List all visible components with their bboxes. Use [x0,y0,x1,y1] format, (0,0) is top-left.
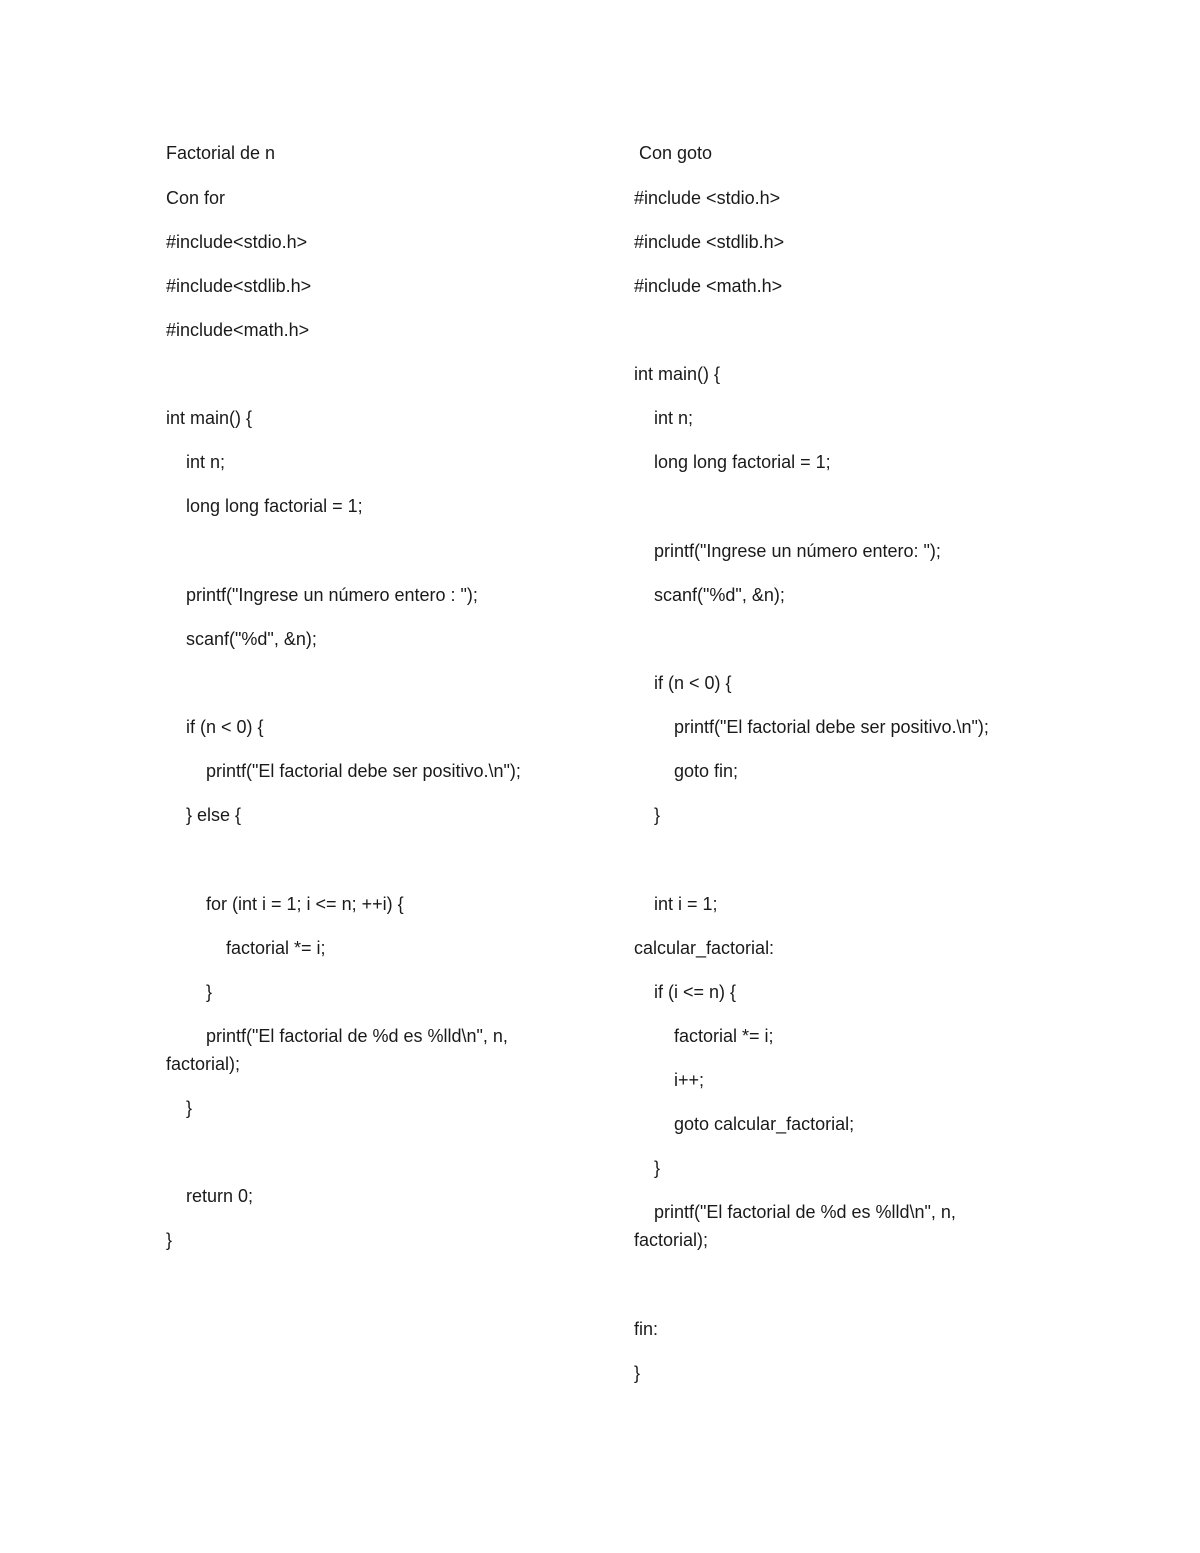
code-line: int i = 1; [634,894,718,914]
code-line: long long factorial = 1; [166,496,363,516]
code-line: #include<stdio.h> [166,232,308,252]
code-line: goto calcular_factorial; [634,1114,855,1134]
code-line: #include<stdlib.h> [166,276,312,296]
code-line: } [634,1158,661,1178]
code-line: } [166,1098,193,1118]
code-line: scanf("%d", &n); [634,585,785,605]
code-line: int main() { [166,408,253,428]
code-line: factorial *= i; [634,1026,774,1046]
code-line: scanf("%d", &n); [166,629,317,649]
right-title: Con goto [634,143,713,163]
code-line: printf("Ingrese un número entero: "); [634,541,941,561]
code-line: } else { [166,805,242,825]
code-line: if (i <= n) { [634,982,737,1002]
code-line: #include <stdio.h> [634,188,781,208]
code-line: factorial); [634,1230,709,1250]
code-line: } [166,982,213,1002]
code-line: int n; [166,452,226,472]
code-line: #include <math.h> [634,276,783,296]
code-line: printf("Ingrese un número entero : "); [166,585,478,605]
code-line: fin: [634,1319,659,1339]
code-line: goto fin; [634,761,739,781]
left-subtitle: Con for [166,188,226,208]
code-line: printf("El factorial debe ser positivo.\n"); [166,761,521,781]
code-line: if (n < 0) { [166,717,264,737]
code-line: i++; [634,1070,705,1090]
code-line: int main() { [634,364,721,384]
code-line: printf("El factorial debe ser positivo.\n"); [634,717,989,737]
code-line: long long factorial = 1; [634,452,831,472]
code-line: printf("El factorial de %d es %lld\n", n, [166,1026,508,1046]
code-line: for (int i = 1; i <= n; ++i) { [166,894,404,914]
code-line: if (n < 0) { [634,673,732,693]
code-line: #include <stdlib.h> [634,232,785,252]
code-line: } [166,1230,173,1250]
code-line: factorial); [166,1054,241,1074]
code-line: #include<math.h> [166,320,310,340]
code-line: } [634,805,661,825]
code-line: } [634,1363,641,1383]
code-line: printf("El factorial de %d es %lld\n", n, [634,1202,956,1222]
left-title: Factorial de n [166,143,276,163]
code-line: factorial *= i; [166,938,326,958]
code-line: calcular_factorial: [634,938,775,958]
code-line: int n; [634,408,694,428]
code-line: return 0; [166,1186,254,1206]
